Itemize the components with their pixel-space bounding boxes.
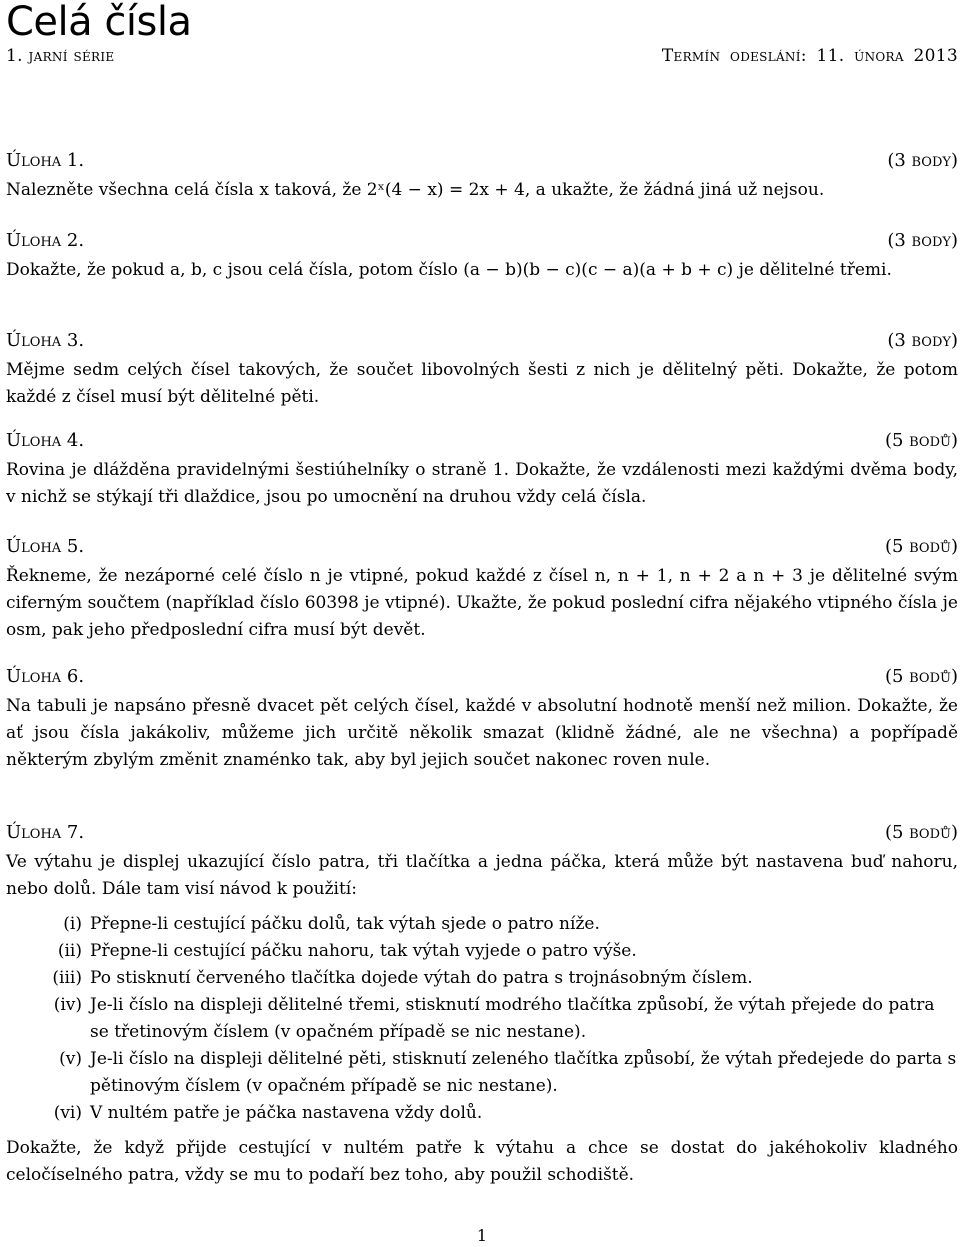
task-points: (5 bodů) [884, 430, 958, 451]
task-title: Úloha 1. [6, 150, 85, 171]
task-text: Nalezněte všechna celá čísla x taková, že 2ˣ(4 − x) = 2x + 4, a ukažte, že žádná jiná už nejsou. [6, 180, 825, 200]
list-item [6, 1100, 958, 1127]
series-label: 1. jarní série [6, 46, 115, 66]
task-points: (5 bodů) [884, 666, 958, 687]
task-text: Dokažte, že pokud a, b, c jsou celá čísla, potom číslo (a − b)(b − c)(c − a)(a + b + c) je dělitelné třemi. [6, 260, 892, 280]
task-7 [6, 822, 958, 1189]
list-item [6, 965, 958, 992]
task-text: Na tabuli je napsáno přesně dvacet pět celých čísel, každé v absolutní hodnotě menší než milion. Dokažte, že ať jsou čísla jakákoliv, můžeme jich určitě několik smazat (klidně žádné, ale ne všechna) a popřípadě některým zbylým změnit znaménko tak, aby byl jejich součet nakonec roven nule. [6, 696, 958, 770]
instruction-list [6, 911, 958, 1127]
list-item-label: (vi) [53, 1103, 82, 1123]
list-item-label: (i) [63, 914, 82, 934]
task-title: Úloha 3. [6, 330, 85, 351]
list-item [6, 938, 958, 965]
list-item-text: Je-li číslo na displeji dělitelné pěti, stisknutí zeleného tlačítka způsobí, že výtah předejede do parta s pětinovým číslem (v opačném případě se nic nestane). [90, 1049, 957, 1096]
task-points: (3 body) [887, 330, 958, 351]
list-item-text: Přepne-li cestující páčku nahoru, tak výtah vyjede o patro výše. [90, 941, 637, 961]
task-points: (5 bodů) [884, 822, 958, 843]
task-3 [6, 330, 958, 411]
task-text: Ve výtahu je displej ukazující číslo patra, tři tlačítka a jedna páčka, která může být nastavena buď nahoru, nebo dolů. Dále tam visí návod k použití: [6, 852, 958, 899]
list-item-text: Přepne-li cestující páčku dolů, tak výtah sjede o patro níže. [90, 914, 600, 934]
task-text: Rovina je dlážděna pravidelnými šestiúhelníky o straně 1. Dokažte, že vzdálenosti mezi každými dvěma body, v nichž se stýkají tři dlaždice, jsou po umocnění na druhou vždy celá čísla. [6, 460, 958, 507]
deadline [662, 46, 958, 66]
task-header [6, 822, 958, 849]
page-title: Celá čísla [6, 0, 192, 45]
list-item-label: (ii) [57, 941, 82, 961]
task-header [6, 536, 958, 563]
task-4 [6, 430, 958, 511]
task-2 [6, 230, 958, 284]
task-header [6, 666, 958, 693]
list-item-label: (v) [59, 1049, 82, 1069]
task-points: (3 body) [887, 230, 958, 251]
page-number: 1 [476, 1226, 488, 1245]
deadline-date: 11. února 2013 [816, 46, 958, 66]
task-header [6, 150, 958, 177]
list-item [6, 911, 958, 938]
task-header [6, 230, 958, 257]
list-item-text: V nultém patře je páčka nastavena vždy dolů. [90, 1103, 483, 1123]
task-text: Mějme sedm celých čísel takových, že součet libovolných šesti z nich je dělitelný pěti. Dokažte, že potom každé z čísel musí být dělitelné pěti. [6, 360, 958, 407]
deadline-label: Termín odeslání: [661, 46, 807, 66]
task-1 [6, 150, 958, 204]
task-header [6, 430, 958, 457]
task-closing-text: Dokažte, že když přijde cestující v nultém patře k výtahu a chce se dostat do jakéhokoliv kladného celočíselného patra, vždy se mu to podaří bez toho, aby použil schodiště. [6, 1138, 958, 1185]
list-item [6, 1046, 958, 1100]
list-item-text: Po stisknutí červeného tlačítka dojede výtah do patra s trojnásobným číslem. [90, 968, 753, 988]
task-header [6, 330, 958, 357]
task-points: (3 body) [887, 150, 958, 171]
task-title: Úloha 7. [6, 822, 85, 843]
task-6 [6, 666, 958, 774]
list-item-text: Je-li číslo na displeji dělitelné třemi, stisknutí modrého tlačítka způsobí, že výtah přejede do patra se třetinovým číslem (v opačném případě se nic nestane). [90, 995, 935, 1042]
task-points: (5 bodů) [884, 536, 958, 557]
task-text: Řekneme, že nezáporné celé číslo n je vtipné, pokud každé z čísel n, n + 1, n + 2 a n + 3 je dělitelné svým ciferným součtem (například číslo 60398 je vtipné). Ukažte, že pokud poslední cifra nějakého vtipného čísla je osm, pak jeho předposlední cifra musí být devět. [6, 566, 958, 640]
list-item [6, 992, 958, 1046]
task-5 [6, 536, 958, 644]
task-title: Úloha 6. [6, 666, 85, 687]
task-title: Úloha 4. [6, 430, 85, 451]
list-item-label: (iv) [53, 995, 82, 1015]
task-title: Úloha 5. [6, 536, 85, 557]
list-item-label: (iii) [52, 968, 82, 988]
series-row [6, 46, 958, 70]
task-title: Úloha 2. [6, 230, 85, 251]
